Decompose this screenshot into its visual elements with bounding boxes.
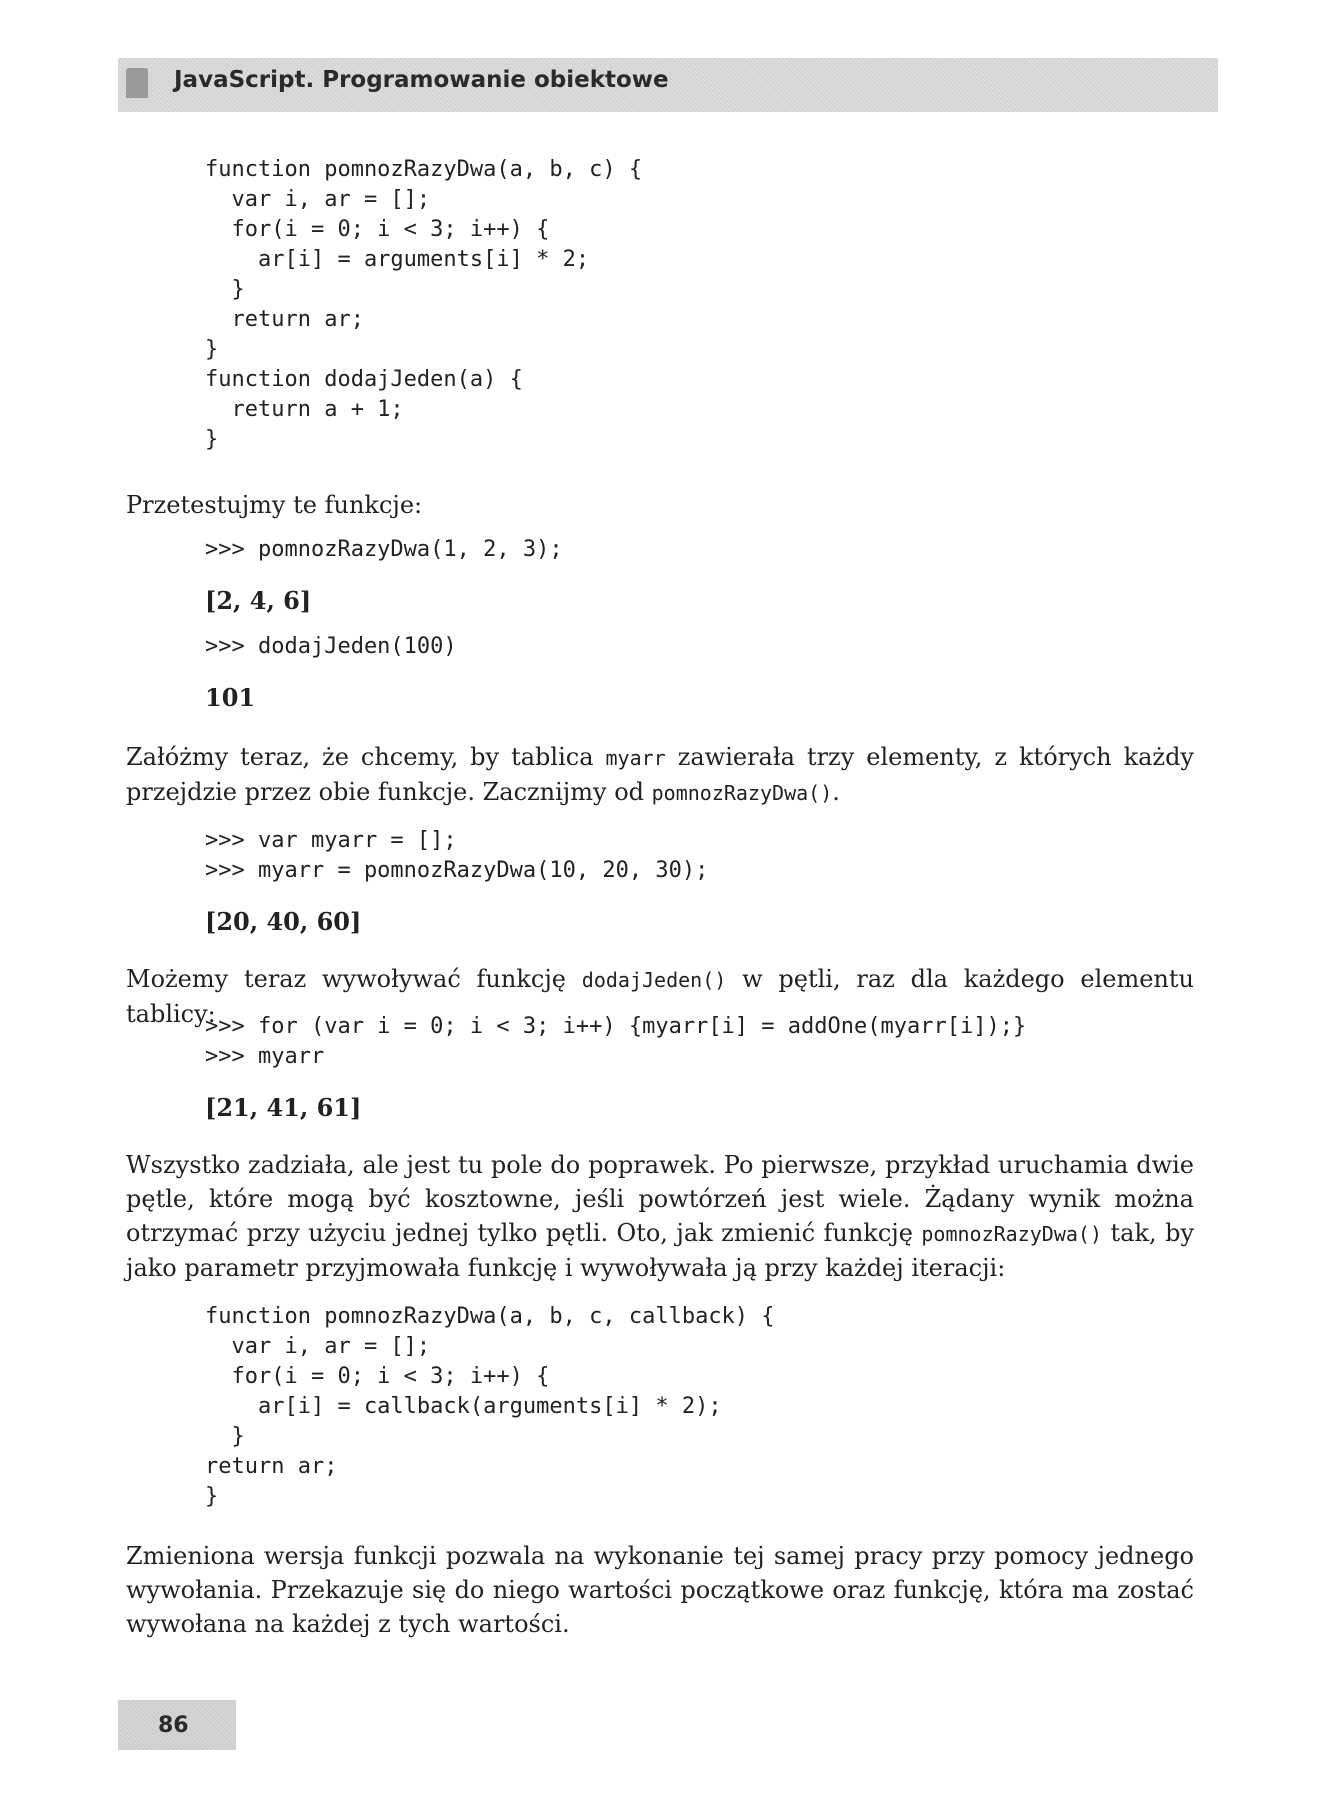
inline-code-pomnoz: pomnozRazyDwa(): [651, 781, 833, 805]
paragraph-loop-intro: Możemy teraz wywoływać funkcję dodajJeden() w pętli, raz dla każdego elementu tablicy:: [126, 965, 1194, 1028]
console-block-loop: >>> for (var i = 0; i < 3; i++) {myarr[i] = addOne(myarr[i]);} >>> myarr: [205, 1014, 1027, 1069]
console-result-4: [21, 41, 61]: [205, 1093, 362, 1122]
running-header: [118, 58, 1218, 112]
code-block-functions: function pomnozRazyDwa(a, b, c) { var i, ar = []; for(i = 0; i < 3; i++) { ar[i] = arguments[i] * 2; } return ar; } function dodajJeden(a) { return a + 1; }: [205, 157, 643, 452]
console-result-3: [20, 40, 60]: [205, 907, 362, 936]
inline-code-myarr: myarr: [605, 746, 666, 770]
paragraph-improvements: Wszystko zadziała, ale jest tu pole do poprawek. Po pierwsze, przykład uruchamia dwie pętle, które mogą być kosztowne, jeśli powtórzeń jest wiele. Żądany wynik można otrzymać przy użyciu jednej tylko pętli. Oto, jak zmienić funkcję pomnozRazyDwa() tak, by jako parametr przyjmowała funkcję i wywoływała ją przy każdej iteracji:: [126, 1151, 1194, 1282]
console-result-1: [2, 4, 6]: [205, 586, 312, 615]
console-line-dodaj: >>> dodajJeden(100): [205, 634, 457, 659]
header-tab-marker: [126, 68, 148, 98]
page-number-tab: [118, 1700, 236, 1750]
paragraph-test-intro: Przetestujmy te funkcje:: [126, 491, 423, 519]
paragraph-conclusion: Zmieniona wersja funkcji pozwala na wykonanie tej samej pracy przy pomocy jednego wywołania. Przekazuje się do niego wartości początkowe oraz funkcję, która ma zostać wywołana na każdej z tych wartości.: [126, 1542, 1194, 1638]
paragraph-myarr-intro: Załóżmy teraz, że chcemy, by tablica myarr zawierała trzy elementy, z których każdy przejdzie przez obie funkcje. Zacznijmy od pomnozRazyDwa().: [126, 743, 1194, 806]
console-block-myarr: >>> var myarr = []; >>> myarr = pomnozRazyDwa(10, 20, 30);: [205, 828, 709, 883]
inline-code-pomnoz-2: pomnozRazyDwa(): [921, 1222, 1103, 1246]
inline-code-dodaj: dodajJeden(): [581, 968, 727, 992]
book-title: JavaScript. Programowanie obiektowe: [174, 67, 669, 93]
console-line-pomnoz: >>> pomnozRazyDwa(1, 2, 3);: [205, 537, 563, 562]
code-block-callback: function pomnozRazyDwa(a, b, c, callback) { var i, ar = []; for(i = 0; i < 3; i++) { ar[i] = callback(arguments[i] * 2); } return ar; }: [205, 1304, 775, 1509]
console-result-2: 101: [205, 683, 256, 712]
page-number: 86: [158, 1713, 189, 1738]
